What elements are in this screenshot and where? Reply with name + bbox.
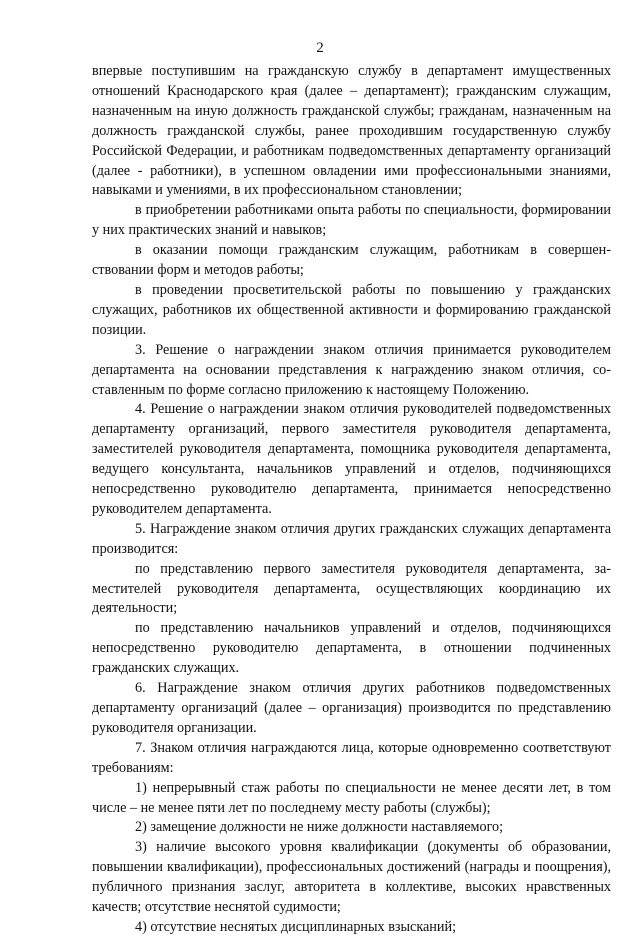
paragraph: 7. Знаком отличия награждаются лица, которые одновременно соответствуют требованиям: xyxy=(92,739,611,776)
paragraph: 4) отсутствие неснятых дисциплинарных взысканий; xyxy=(135,918,457,935)
paragraph: 4. Решение о награждении знаком отличия руководителей подведомственных департаменту организаций, первого заместителя руководителя департамента, заместителей руководителя департамента, помощника руководителя департамента, ведущего консультанта, начальников управлений и отделов, подчиняющихся непосредственно руководителю департамента, принимается непосредственно руководителем департамента. xyxy=(92,401,611,517)
paragraph: 6. Награждение знаком отличия других работников подведомственных департаменту организаций (далее – организация) производится по представлению руководителя организации. xyxy=(92,680,611,736)
paragraph: впервые поступившим на гражданскую службу в департамент имущественных отношений Краснодарского края (далее – департамент); гражданским служащим, назначенным на иную должность гражданской службы; гражданам, назначенным на должность гражданской службы, ранее проходившим государственную службу Российской Федерации, и работникам подведомственных департаменту организаций (далее - работники), в успешном овладении ими профессиональными знаниями, навыками и умениями, в их профессиональном становлении; xyxy=(92,63,611,199)
paragraph: в оказании помощи гражданским служащим, работникам в совершенствовании форм и методов работы; xyxy=(92,242,611,279)
paragraph: по представлению первого заместителя руководителя департамента, заместителей руководителя департамента, осуществляющих координацию их деятельности; xyxy=(92,560,611,617)
document-body xyxy=(92,62,611,938)
paragraph: 3) наличие высокого уровня квалификации (документы об образовании, повышении квалификации), профессиональных достижений (награды и поощрения), публичного признания заслуг, авторитета в коллективе, высоких нравственных качеств; отсутствие неснятой судимости; xyxy=(92,839,611,916)
paragraph: в проведении просветительской работы по повышению у гражданских служащих, работников их общественной активности и формированию гражданской позиции. xyxy=(92,281,611,338)
paragraph: 2) замещение должности не ниже должности наставляемого; xyxy=(135,819,504,836)
paragraph: в приобретении работниками опыта работы по специальности, формировании у них практических знаний и навыков; xyxy=(92,202,611,239)
paragraph: 3. Решение о награждении знаком отличия принимается руководителем департамента на основании представления к награждению знаком отличия, составленным по форме согласно приложению к настоящему Положению. xyxy=(92,341,611,398)
paragraph: по представлению начальников управлений и отделов, подчиняющихся непосредственно руководителю департамента, в отношении подчиненных гражданских служащих. xyxy=(92,620,611,677)
paragraph: 1) непрерывный стаж работы по специальности не менее десяти лет, в том числе – не менее пяти лет по последнему месту работы (службы); xyxy=(92,779,611,816)
paragraph: 5. Награждение знаком отличия других гражданских служащих департамента производится: xyxy=(92,520,611,557)
page-number: 2 xyxy=(316,40,324,56)
